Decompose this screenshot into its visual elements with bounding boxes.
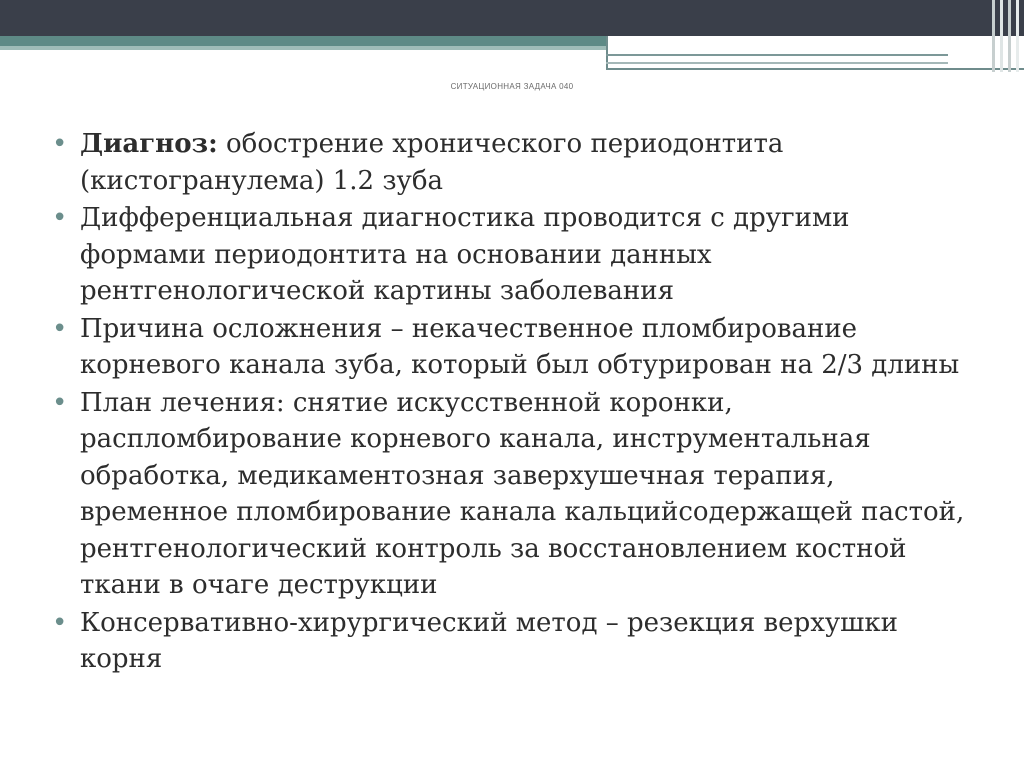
bullet-item-diagnosis xyxy=(52,126,982,199)
slide-subtitle: СИТУАЦИОННАЯ ЗАДАЧА 040 xyxy=(450,82,574,91)
slide-content xyxy=(52,126,982,679)
bullet-icon: • xyxy=(52,203,68,233)
bullet-icon: • xyxy=(52,129,68,159)
bullet-text: Причина осложнения – некачественное пломбирование корневого канала зуба, который был обтурирован на 2/3 длины xyxy=(80,313,960,380)
bullet-item-cause xyxy=(52,311,982,384)
bullet-list xyxy=(52,126,982,678)
bullet-lead: Диагноз: xyxy=(80,129,218,159)
header-stripe xyxy=(1000,0,1003,72)
bullet-icon: • xyxy=(52,607,68,638)
bullet-text: План лечения: снятие искусственной коронки, распломбирование корневого канала, инструментальная обработка, медикаментозная заверхушечная терапия, временное пломбирование канала кальцийсодержащей пастой, рентгенологический контроль за восстановлением костной ткани в очаге деструкции xyxy=(80,387,965,600)
header-rule-2 xyxy=(606,62,948,64)
header-dark-bar xyxy=(0,0,1024,36)
header-rule-1 xyxy=(606,54,948,56)
bullet-icon: • xyxy=(52,313,68,344)
bullet-text: Дифференциальная диагностика проводится с другими формами периодонтита на основании данных рентгенологической картины заболевания xyxy=(80,203,850,306)
header-stripe xyxy=(1008,0,1011,72)
bullet-text: обострение хронического периодонтита (кистогранулема) 1.2 зуба xyxy=(80,129,784,196)
header-stripe xyxy=(992,0,995,72)
header-tab-decoration xyxy=(606,36,1024,70)
header-stripe xyxy=(1016,0,1019,72)
bullet-item-method xyxy=(52,605,982,678)
bullet-text: Консервативно-хирургический метод – резекция верхушки корня xyxy=(80,607,898,674)
bullet-icon: • xyxy=(52,387,68,418)
bullet-item-differential xyxy=(52,200,982,310)
bullet-item-treatment-plan xyxy=(52,385,982,604)
